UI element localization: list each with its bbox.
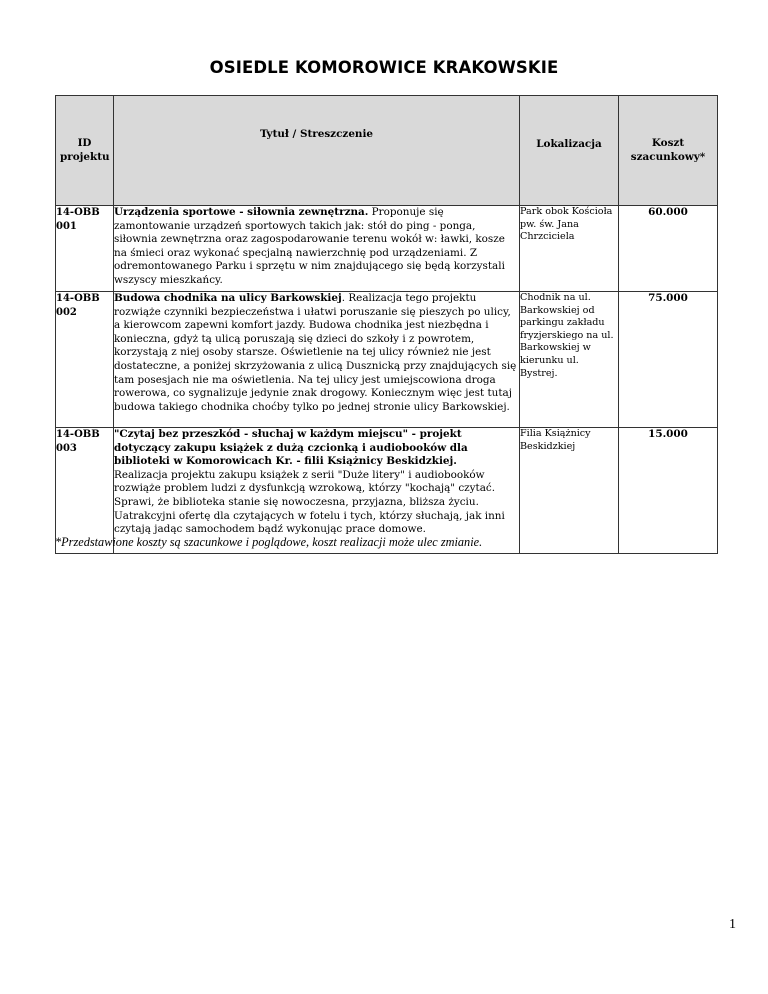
header-title: Tytuł / Streszczenie — [114, 96, 520, 206]
project-id: 14-OBB 003 — [56, 428, 114, 554]
table-header-row — [56, 96, 718, 206]
project-location: Park obok Kościoła pw. św. Jana Chrzciciela — [520, 206, 619, 292]
project-id: 14-OBB 001 — [56, 206, 114, 292]
project-location: Filia Książnicy Beskidzkiej — [520, 428, 619, 554]
project-description: . Realizacja tego projektu rozwiąże czynniki bezpieczeństwa i ułatwi poruszanie się pieszych po ulicy, a kierowcom zapewni komfort jazdy. Budowa chodnika jest niezbędna i konieczna, gdyż tą ulicą poruszają się dzieci do szkoły i z powrotem, korzystają z niej osoby starsze. Oświetlenie na tej ulicy również nie jest dostateczne, a poniżej skrzyżowania z ulicą Dusznicką przy znajdujących się tam posesjach nie ma oświetlenia. Na tej ulicy jest umiejscowiona droga rowerowa, co sygnalizuje jedynie znak drogowy. Koniecznym więc jest tutaj budowa takiego chodnika choćby tylko po jednej stronie ulicy Barkowskiej. — [114, 292, 517, 413]
table-row — [56, 206, 718, 292]
project-location: Chodnik na ul. Barkowskiej od parkingu zakładu fryzjerskiego na ul. Barkowskiej w kierunku ul. Bystrej. — [520, 292, 619, 428]
project-id: 14-OBB 002 — [56, 292, 114, 428]
project-description: Proponuje się zamontowanie urządzeń sportowych takich jak: stół do ping - ponga, siłownia zewnętrzna oraz zagospodarowanie terenu wokół w: ławki, kosze na śmieci oraz wykonać specjalną nawierzchnię pod urządzeniami. Z odremontowanego Parku i sprzętu w nim znajdującego się będą korzystali wszyscy mieszkańcy. — [114, 206, 505, 286]
header-id: ID projektu — [56, 96, 114, 206]
project-summary — [114, 206, 520, 292]
project-cost: 60.000 — [619, 206, 718, 292]
project-cost: 75.000 — [619, 292, 718, 428]
project-description: Realizacja projektu zakupu książek z serii "Duże litery" i audiobooków rozwiąże problem ludzi z dysfunkcją wzrokową, którzy "kochają" czytać. Sprawi, że biblioteka stanie się nowoczesna, przyjazna, bliższa życiu. Uatrakcyjni ofertę dla czytających w fotelu i tych, którzy słuchają, jak inni czytają jadąc samochodem bądź wykonując prace domowe. — [114, 468, 505, 536]
table-row — [56, 292, 718, 428]
project-title: Budowa chodnika na ulicy Barkowskiej — [114, 292, 342, 304]
project-cost: 15.000 — [619, 428, 718, 554]
header-location: Lokalizacja — [520, 96, 619, 206]
project-summary — [114, 292, 520, 428]
projects-table — [55, 95, 718, 554]
project-title: Urządzenia sportowe - siłownia zewnętrzna. — [114, 206, 369, 218]
cost-footnote: *Przedstawione koszty są szacunkowe i poglądowe, koszt realizacji może ulec zmianie. — [55, 535, 483, 549]
page-title: OSIEDLE KOMOROWICE KRAKOWSKIE — [209, 58, 559, 77]
header-cost: Koszt szacunkowy* — [619, 96, 718, 206]
page-number: 1 — [729, 917, 736, 932]
project-title: "Czytaj bez przeszkód - słuchaj w każdym miejscu" - projekt dotyczący zakupu książek z dużą czcionką i audiobooków dla biblioteki w Komorowicach Kr. - filii Książnicy Beskidzkiej. — [114, 428, 468, 468]
